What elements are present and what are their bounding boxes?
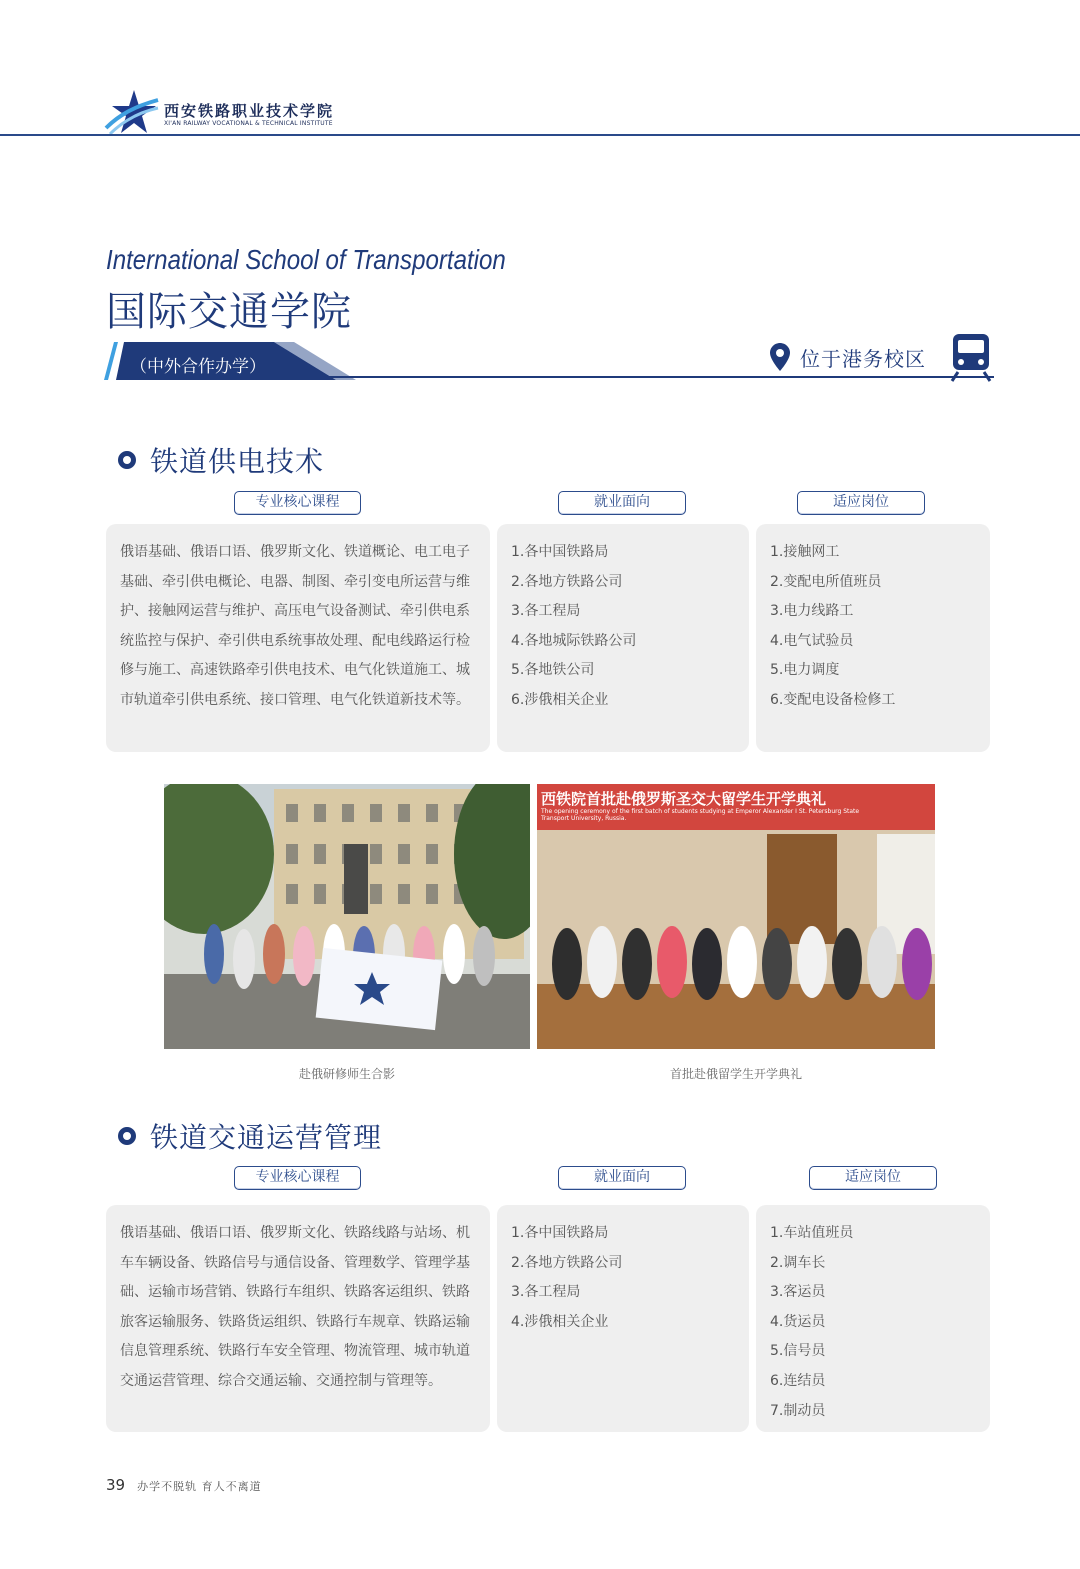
core-courses-panel — [106, 1205, 490, 1432]
list-item: 4.各地城际铁路公司 — [511, 632, 637, 649]
list-item: 4.涉俄相关企业 — [511, 1313, 609, 1330]
page-footer — [106, 1476, 262, 1494]
list-item: 6.涉俄相关企业 — [511, 691, 609, 708]
core-courses-text: 俄语基础、俄语口语、俄罗斯文化、铁路线路与站场、机车车辆设备、铁路信号与通信设备、管理数学、管理学基础、运输市场营销、铁路行车组织、铁路客运组织、铁路旅客运输服务、铁路货运组织、铁路行车规章、铁路运输信息管理系统、铁路行车安全管理、物流管理、城市轨道交通运营管理、综合交通运输、交通控制与管理等。 — [120, 1225, 470, 1389]
list-item: 2.调车长 — [770, 1254, 826, 1271]
section-bullet-icon — [118, 451, 136, 469]
ceremony-banner-cn: 西铁院首批赴俄罗斯圣交大留学生开学典礼 — [541, 790, 827, 808]
photo-caption-1: 赴俄研修师生合影 — [298, 1067, 395, 1081]
list-item: 5.电力调度 — [770, 662, 840, 679]
section-title-text: 铁道交通运营管理 — [150, 1121, 383, 1154]
group-photo-image — [164, 784, 530, 1049]
list-item: 2.各地方铁路公司 — [511, 1254, 623, 1271]
section-title-operations — [118, 1116, 382, 1156]
list-item: 7.制动员 — [770, 1402, 826, 1419]
list-item: 5.各地铁公司 — [511, 662, 595, 679]
group-photo-russia — [164, 784, 530, 1049]
list-item: 1.车站值班员 — [770, 1225, 854, 1241]
employment-panel — [497, 524, 749, 752]
section-title-text: 铁道供电技术 — [150, 445, 325, 478]
banner-label: （中外合作办学） — [130, 357, 266, 377]
employment-panel — [497, 1205, 749, 1432]
section-bullet-icon — [118, 1127, 136, 1145]
section-title-power-supply — [118, 440, 324, 480]
banner-underline — [304, 376, 994, 378]
train-icon — [950, 332, 992, 382]
campus-location — [770, 342, 926, 372]
logo-english-name: XI'AN RAILWAY VOCATIONAL & TECHNICAL INSTITUTE — [164, 120, 333, 127]
school-logo-icon — [104, 88, 160, 136]
list-item: 2.各地方铁路公司 — [511, 573, 623, 590]
ceremony-photo — [537, 784, 935, 1049]
location-pin-icon — [770, 343, 790, 371]
list-item: 1.各中国铁路局 — [511, 544, 609, 560]
list-item: 3.各工程局 — [511, 603, 581, 620]
footer-slogan: 办学不脱轨 育人不离道 — [137, 1480, 262, 1493]
school-title-cn: 国际交通学院 — [106, 289, 352, 335]
logo-chinese-name: 西安铁路职业技术学院 — [164, 102, 335, 120]
core-courses-panel — [106, 524, 490, 752]
core-courses-text: 俄语基础、俄语口语、俄罗斯文化、铁道概论、电工电子基础、牵引供电概论、电器、制图、牵引变电所运营与维护、接触网运营与维护、高压电气设备测试、牵引供电系统监控与保护、牵引供电系统事故处理、配电线路运行检修与施工、高速铁路牵引供电技术、电气化铁道施工、城市轨道牵引供电系统、接口管理、电气化铁道新技术等。 — [120, 544, 470, 708]
list-item: 4.货运员 — [770, 1313, 826, 1330]
positions-panel — [756, 524, 990, 752]
tag-positions: 适应岗位 — [809, 1166, 937, 1190]
ceremony-banner-en: The opening ceremony of the first batch of students studying at Emperor Alexander I St. Petersburg State Transport University, Russia. — [541, 808, 860, 822]
list-item: 6.连结员 — [770, 1372, 826, 1389]
list-item: 2.变配电所值班员 — [770, 573, 882, 590]
list-item: 5.信号员 — [770, 1343, 826, 1360]
list-item: 1.接触网工 — [770, 544, 840, 560]
list-item: 3.客运员 — [770, 1284, 826, 1301]
list-item: 1.各中国铁路局 — [511, 1225, 609, 1241]
tag-employment: 就业面向 — [558, 1166, 686, 1190]
photo-caption-2: 首批赴俄留学生开学典礼 — [669, 1067, 802, 1081]
list-item: 3.各工程局 — [511, 1284, 581, 1301]
tag-positions: 适应岗位 — [797, 491, 925, 515]
tag-core-courses: 专业核心课程 — [234, 491, 361, 515]
tag-core-courses: 专业核心课程 — [234, 1166, 361, 1190]
list-item: 3.电力线路工 — [770, 603, 854, 620]
ceremony-photo-image — [537, 784, 935, 1049]
school-title-en: International School of Transportation — [106, 244, 506, 275]
list-item: 4.电气试验员 — [770, 632, 854, 649]
header-divider — [0, 134, 1080, 136]
page-header — [0, 84, 1080, 138]
location-text: 位于港务校区 — [800, 346, 926, 371]
tag-employment: 就业面向 — [558, 491, 686, 515]
list-item: 6.变配电设备检修工 — [770, 691, 896, 708]
positions-panel — [756, 1205, 990, 1432]
page-number: 39 — [106, 1476, 126, 1494]
